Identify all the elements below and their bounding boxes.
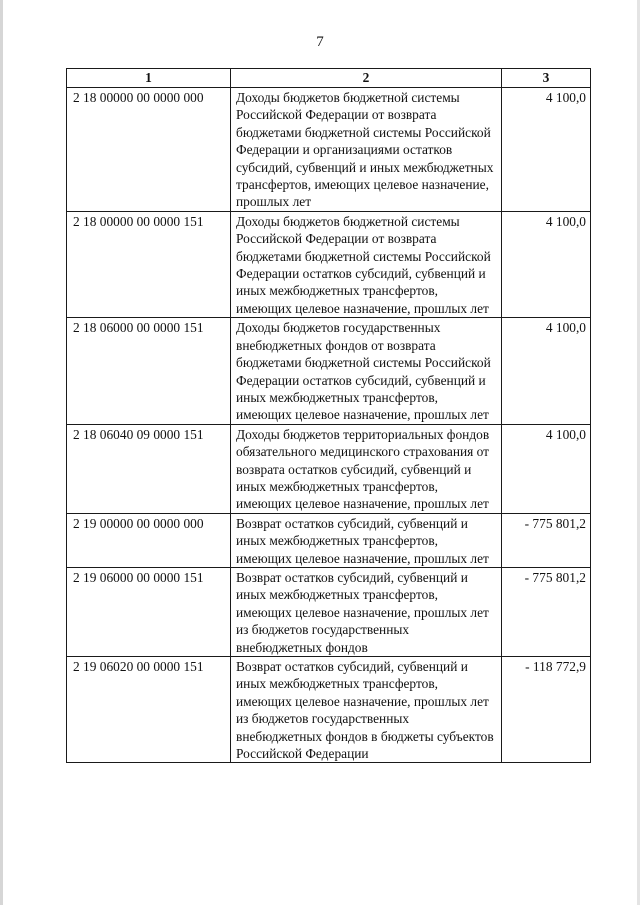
row-description: Доходы бюджетов бюджетной системы Российской Федерации от возврата бюджетами бюджетной системы Российской Федерации остатков субсидий, субвенций и иных межбюджетных трансфертов, имеющих целевое назначение, прошлых лет	[231, 211, 502, 317]
row-code: 2 19 06020 00 0000 151	[67, 657, 231, 763]
table-row	[67, 513, 591, 567]
row-description: Возврат остатков субсидий, субвенций и иных межбюджетных трансфертов, имеющих целевое назначение, прошлых лет из бюджетов государственных внебюджетных фондов в бюджеты субъектов Российской Федерации	[231, 657, 502, 763]
table-row	[67, 88, 591, 212]
row-amount: 4 100,0	[502, 88, 591, 212]
table-row	[67, 657, 591, 763]
budget-table	[66, 68, 591, 763]
page-number: 7	[316, 34, 324, 50]
row-description: Возврат остатков субсидий, субвенций и иных межбюджетных трансфертов, имеющих целевое назначение, прошлых лет из бюджетов государственных внебюджетных фондов	[231, 567, 502, 656]
row-code: 2 19 00000 00 0000 000	[67, 513, 231, 567]
table-row	[67, 424, 591, 513]
row-description: Доходы бюджетов государственных внебюджетных фондов от возврата бюджетами бюджетной системы Российской Федерации остатков субсидий, субвенций и иных межбюджетных трансфертов, имеющих целевое назначение, прошлых лет	[231, 318, 502, 424]
table-header-row	[67, 69, 591, 88]
row-amount: 4 100,0	[502, 211, 591, 317]
row-code: 2 19 06000 00 0000 151	[67, 567, 231, 656]
column-header-description: 2	[231, 69, 502, 88]
table-row	[67, 567, 591, 656]
row-code: 2 18 00000 00 0000 151	[67, 211, 231, 317]
row-code: 2 18 00000 00 0000 000	[67, 88, 231, 212]
row-amount: - 775 801,2	[502, 513, 591, 567]
row-code: 2 18 06000 00 0000 151	[67, 318, 231, 424]
table-row	[67, 318, 591, 424]
row-amount: - 118 772,9	[502, 657, 591, 763]
column-header-amount: 3	[502, 69, 591, 88]
row-amount: 4 100,0	[502, 424, 591, 513]
row-description: Доходы бюджетов бюджетной системы Российской Федерации от возврата бюджетами бюджетной системы Российской Федерации и организациями остатков субсидий, субвенций и иных межбюджетных трансфертов, имеющих целевое назначение, прошлых лет	[231, 88, 502, 212]
row-description: Возврат остатков субсидий, субвенций и иных межбюджетных трансфертов, имеющих целевое назначение, прошлых лет	[231, 513, 502, 567]
row-code: 2 18 06040 09 0000 151	[67, 424, 231, 513]
row-description: Доходы бюджетов территориальных фондов обязательного медицинского страхования от возврата остатков субсидий, субвенций и иных межбюджетных трансфертов, имеющих целевое назначение, прошлых лет	[231, 424, 502, 513]
table-row	[67, 211, 591, 317]
scan-edge-left	[0, 0, 3, 905]
column-header-code: 1	[67, 69, 231, 88]
row-amount: - 775 801,2	[502, 567, 591, 656]
row-amount: 4 100,0	[502, 318, 591, 424]
